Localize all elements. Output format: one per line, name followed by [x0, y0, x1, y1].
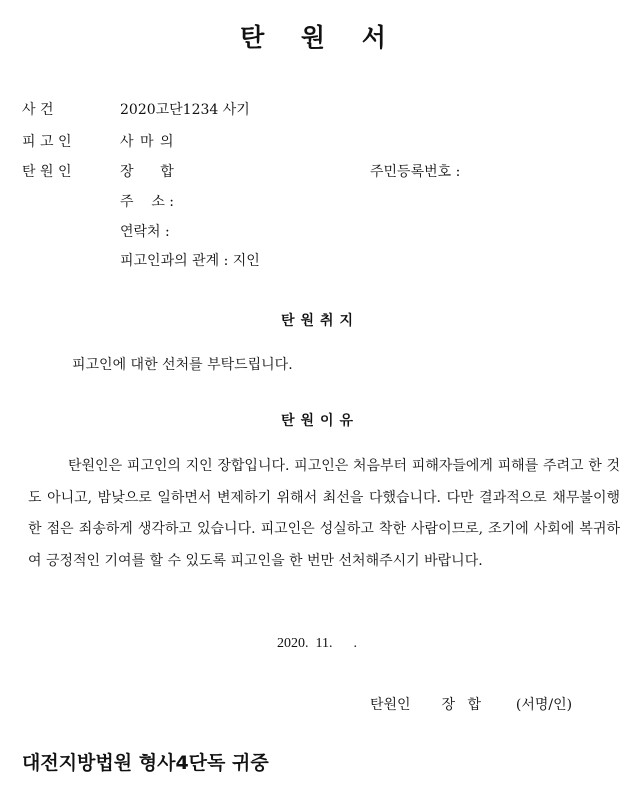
case-label: [22, 99, 82, 119]
defendant-label-char: 피: [22, 134, 36, 150]
defendant-label: [22, 131, 82, 151]
document-title: 탄 원 서: [240, 23, 400, 52]
relation-label: 피고인과의 관계 :: [120, 253, 233, 269]
signature-label: 탄원인: [370, 697, 411, 713]
petitioner-label: [22, 161, 82, 181]
document-date: 2020. 11. .: [277, 636, 357, 651]
contact-label: 연락처 :: [120, 224, 170, 240]
defendant-label-char: 인: [57, 134, 72, 150]
purpose-heading: 탄원취지: [280, 313, 360, 329]
signature-line: [370, 694, 572, 714]
relation-line: [120, 250, 260, 270]
petitioner-label-char: 원: [39, 164, 54, 180]
defendant-label-char: 고: [39, 134, 54, 150]
petitioner-name-value: 장 합: [120, 164, 174, 180]
resident-number-label: 주민등록번호 :: [370, 164, 461, 180]
defendant-name-value: 사 마 의: [120, 134, 175, 150]
petitioner-label-char: 인: [57, 164, 72, 180]
case-label-char: 건: [39, 102, 54, 118]
signature-name: 장 합: [441, 697, 485, 713]
reason-text: 탄원인은 피고인의 지인 장합입니다. 피고인은 처음부터 피해자들에게 피해를 주려고 한 것도 아니고, 밤낮으로 일하면서 변제하기 위해서 최선을 다했습니다. 다만 결과적으로 채무불이행한 점은 죄송하게 생각하고 있습니다. 피고인은 성실하고 착한 사람이므로, 조기에 사회에 복귀하여 긍정적인 기여를 할 수 있도록 피고인을 한 번만 선처해주시기 바랍니다.: [28, 458, 620, 569]
relation-value: 지인: [232, 253, 260, 269]
signature-note[interactable]: (서명/인): [515, 697, 573, 713]
case-label-char: 사: [22, 102, 36, 118]
court-addressee: 대전지방법원 형사4단독 귀중: [22, 752, 269, 774]
purpose-text: 피고인에 대한 선처를 부탁드립니다.: [72, 357, 293, 373]
address-label: 주 소 :: [120, 194, 175, 210]
case-number-value: 2020고단1234 사기: [120, 102, 250, 118]
petitioner-label-char: 탄: [22, 164, 36, 180]
reason-heading: 탄원이유: [280, 413, 360, 429]
